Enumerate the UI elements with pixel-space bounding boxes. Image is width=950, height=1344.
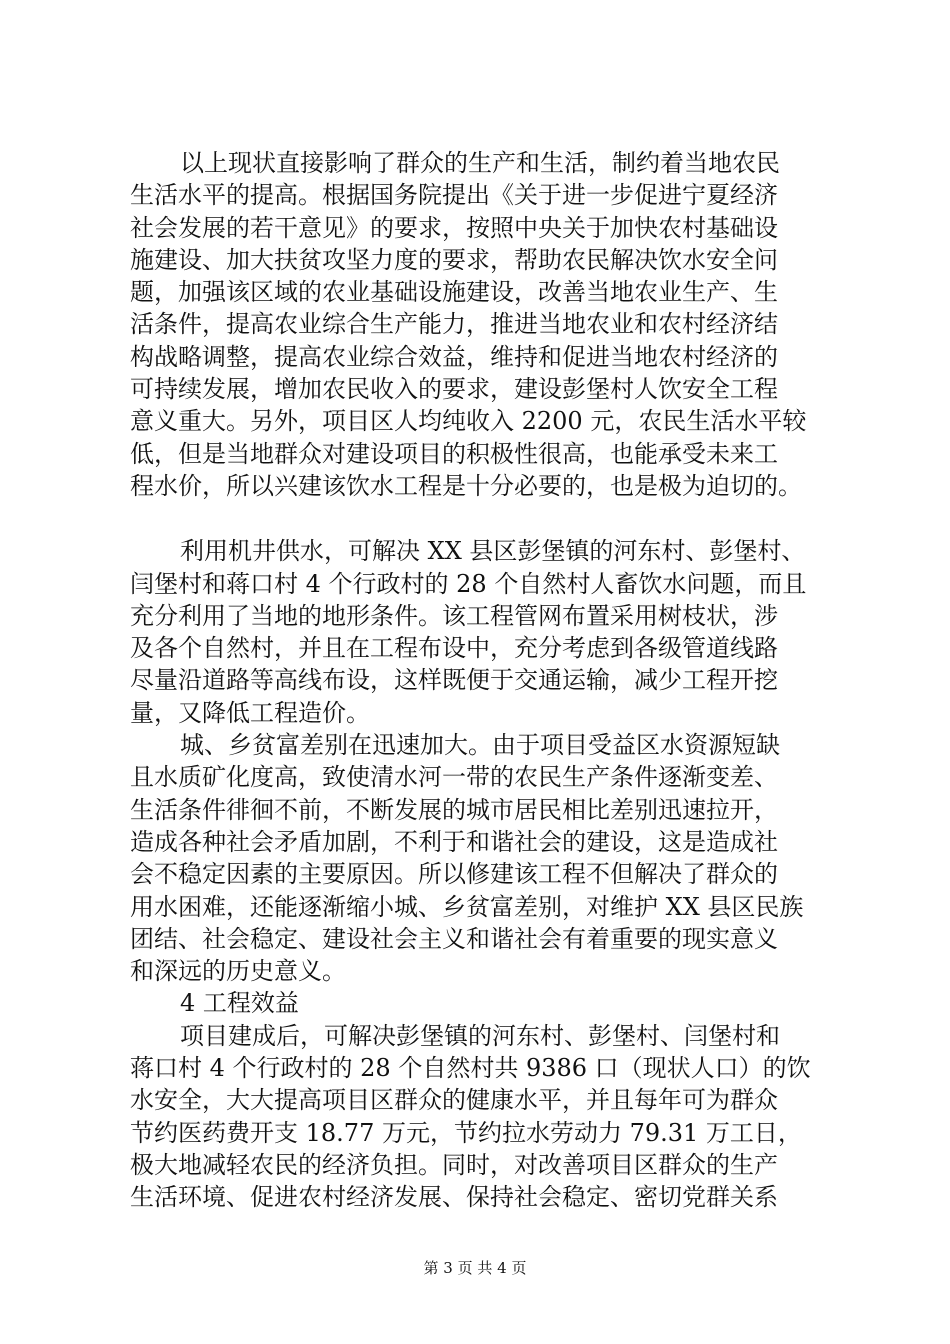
text-line: 量，又降低工程造价。 <box>130 698 370 727</box>
text-line: 蒋口村 4 个行政村的 28 个自然村共 9386 口（现状人口）的饮 <box>130 1054 811 1083</box>
section-heading: 4 工程效益 <box>180 989 299 1018</box>
document-body <box>130 147 842 1214</box>
text-line: 闫堡村和蒋口村 4 个行政村的 28 个自然村人畜饮水问题，而且 <box>130 569 807 598</box>
text-line: 低，但是当地群众对建设项目的积极性很高，也能承受未来工 <box>130 439 778 468</box>
text-line: 和深远的历史意义。 <box>130 957 346 986</box>
paragraph-spacer <box>130 502 842 535</box>
text-line: 意义重大。另外，项目区人均纯收入 2200 元，农民生活水平较 <box>130 407 807 436</box>
text-line: 充分利用了当地的地形条件。该工程管网布置采用树枝状，涉 <box>130 601 778 630</box>
text-line: 构战略调整，提高农业综合效益，维持和促进当地农村经济的 <box>130 342 778 371</box>
text-line: 项目建成后，可解决彭堡镇的河东村、彭堡村、闫堡村和 <box>180 1021 780 1050</box>
text-line: 以上现状直接影响了群众的生产和生活，制约着当地农民 <box>180 149 780 177</box>
page-number-footer: 第 3 页 共 4 页 <box>423 1259 527 1277</box>
text-line: 程水价，所以兴建该饮水工程是十分必要的，也是极为迫切的。 <box>130 471 802 500</box>
text-line: 利用机井供水，可解决 XX 县区彭堡镇的河东村、彭堡村、 <box>180 537 806 566</box>
text-line: 生活条件徘徊不前，不断发展的城市居民相比差别迅速拉开， <box>130 795 778 824</box>
text-line: 会不稳定因素的主要原因。所以修建该工程不但解决了群众的 <box>130 860 778 889</box>
text-line: 生活水平的提高。根据国务院提出《关于进一步促进宁夏经济 <box>130 181 778 210</box>
text-line: 活条件，提高农业综合生产能力，推进当地农业和农村经济结 <box>130 310 778 339</box>
text-line: 施建设、加大扶贫攻坚力度的要求，帮助农民解决饮水安全问 <box>130 245 778 274</box>
text-line: 题，加强该区域的农业基础设施建设，改善当地农业生产、生 <box>130 278 778 307</box>
paragraph-project-benefits <box>130 1020 842 1214</box>
text-line: 水安全，大大提高项目区群众的健康水平，并且每年可为群众 <box>130 1086 778 1115</box>
text-line: 及各个自然村，并且在工程布设中，充分考虑到各级管道线路 <box>130 634 778 663</box>
paragraph-status-impact <box>130 147 842 502</box>
text-line: 且水质矿化度高，致使清水河一带的农民生产条件逐渐变差、 <box>130 763 778 792</box>
text-line: 尽量沿道路等高线布设，这样既便于交通运输，减少工程开挖 <box>130 666 778 695</box>
text-line: 用水困难，还能逐渐缩小城、乡贫富差别，对维护 XX 县区民族 <box>130 892 804 921</box>
text-line: 城、乡贫富差别在迅速加大。由于项目受益区水资源短缺 <box>180 731 780 760</box>
text-line: 社会发展的若干意见》的要求，按照中央关于加快农村基础设 <box>130 213 778 242</box>
paragraph-urban-rural-gap <box>130 729 842 987</box>
text-line: 节约医药费开支 18.77 万元，节约拉水劳动力 79.31 万工日， <box>130 1118 802 1147</box>
text-line: 极大地减轻农民的经济负担。同时，对改善项目区群众的生产 <box>130 1150 778 1179</box>
text-line: 团结、社会稳定、建设社会主义和谐社会有着重要的现实意义 <box>130 924 778 953</box>
text-line: 生活环境、促进农村经济发展、保持社会稳定、密切党群关系 <box>130 1183 778 1212</box>
text-line: 可持续发展，增加农民收入的要求，建设彭堡村人饮安全工程 <box>130 375 778 404</box>
paragraph-well-water-supply <box>130 535 842 729</box>
text-line: 造成各种社会矛盾加剧，不利于和谐社会的建设，这是造成社 <box>130 827 778 856</box>
